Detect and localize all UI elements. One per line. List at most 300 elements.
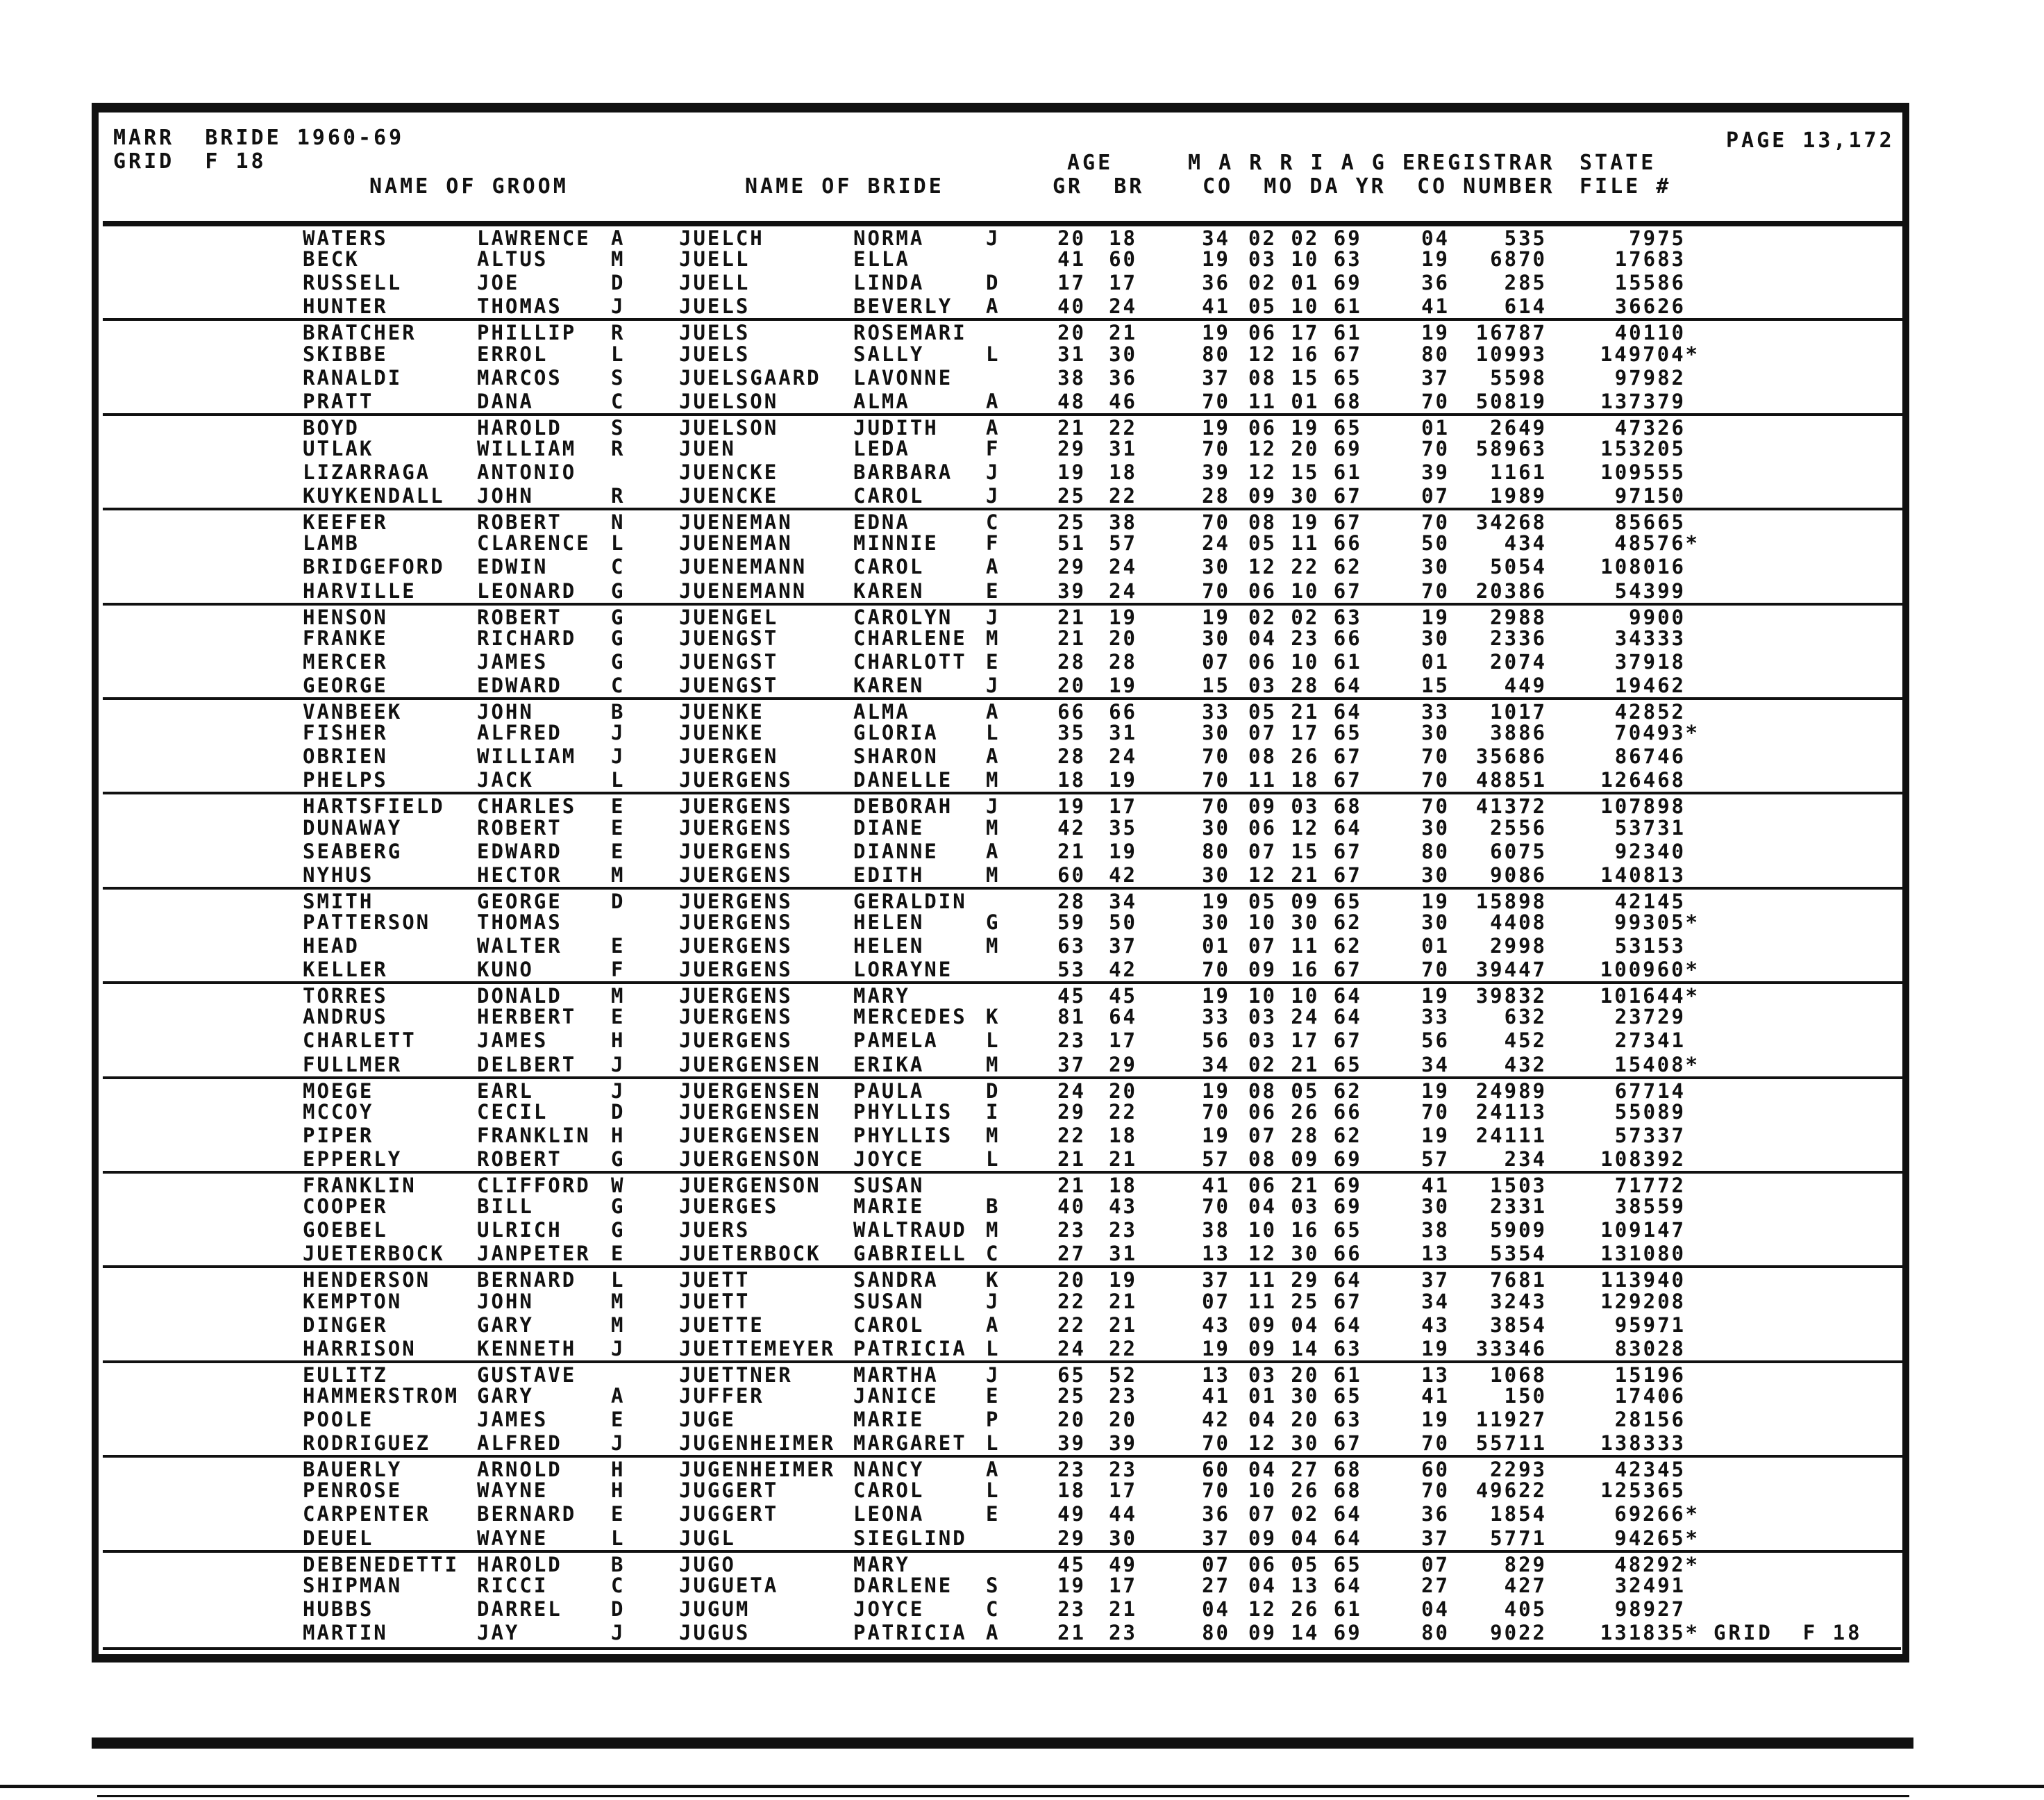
state-file: 23729 [1614, 1005, 1686, 1029]
groom-initial: L [611, 768, 626, 792]
age-bride: 22 [1109, 1336, 1137, 1360]
age-bride: 52 [1109, 1362, 1137, 1387]
marriage-date: 12 16 67 [1248, 342, 1362, 366]
marriage-date: 03 28 64 [1248, 673, 1362, 697]
age-groom: 19 [1057, 1573, 1086, 1597]
marriage-county: 15 [1202, 673, 1230, 697]
age-groom: 28 [1057, 649, 1086, 674]
marriage-date: 09 04 64 [1248, 1526, 1362, 1550]
marriage-county: 57 [1202, 1147, 1230, 1171]
marriage-date: 06 10 67 [1248, 578, 1362, 603]
groom-first: KUNO [477, 958, 534, 982]
bride-initial: L [986, 1431, 1000, 1456]
groom-surname: RUSSELL [303, 271, 403, 295]
age-groom: 22 [1057, 1123, 1086, 1147]
marriage-date: 09 30 67 [1248, 484, 1362, 508]
groom-first: FRANKLIN [477, 1123, 591, 1147]
bride-initial: A [986, 744, 1000, 769]
groom-first: ARNOLD [477, 1458, 562, 1482]
groom-surname: HARRISON [303, 1336, 417, 1360]
state-file: 97150 [1614, 484, 1686, 508]
groom-surname: CHARLETT [303, 1028, 417, 1053]
age-groom: 20 [1057, 226, 1086, 250]
table-row [103, 744, 1904, 768]
marriage-county: 28 [1202, 484, 1230, 508]
page-bottom-rule-2 [97, 1795, 1909, 1797]
age-bride: 19 [1109, 1268, 1137, 1292]
groom-initial: J [611, 721, 626, 745]
marriage-county: 24 [1202, 531, 1230, 556]
marriage-county: 80 [1202, 839, 1230, 863]
column-header-bride: NAME OF BRIDE [745, 174, 944, 199]
state-file: 125365 [1600, 1478, 1686, 1503]
state-file: 70493* [1614, 721, 1700, 745]
registrar-number: 50819 [1475, 389, 1547, 413]
age-bride: 18 [1109, 1174, 1137, 1197]
groom-initial: E [611, 1502, 626, 1526]
marriage-county: 70 [1202, 958, 1230, 982]
registrar-county: 13 [1421, 1362, 1450, 1387]
groom-surname: MARTIN [303, 1620, 388, 1644]
registrar-number: 432 [1504, 1052, 1547, 1076]
groom-surname: BRATCHER [303, 321, 417, 345]
groom-initial: D [611, 271, 626, 295]
age-bride: 20 [1109, 1078, 1137, 1103]
registrar-county: 13 [1421, 1242, 1450, 1266]
groom-surname: BECK [303, 247, 360, 272]
bride-initial: J [986, 794, 1000, 819]
registrar-county: 70 [1421, 1099, 1450, 1124]
bride-initial: J [986, 1362, 1000, 1387]
registrar-county: 39 [1421, 460, 1450, 484]
bride-first: DIANNE [853, 839, 939, 863]
state-file: 38559 [1614, 1194, 1686, 1219]
table-row [103, 1384, 1904, 1408]
bride-first: MARY [853, 1552, 910, 1576]
marriage-county: 30 [1202, 862, 1230, 887]
groom-first: WAYNE [477, 1526, 548, 1550]
registrar-county: 80 [1421, 342, 1450, 366]
marriage-date: 05 11 66 [1248, 531, 1362, 556]
state-file: 53153 [1614, 934, 1686, 958]
bride-initial: L [986, 1028, 1000, 1053]
age-groom: 25 [1057, 510, 1086, 535]
groom-initial: C [611, 389, 626, 413]
bride-first: ALMA [853, 700, 910, 724]
groom-surname: EPPERLY [303, 1147, 403, 1171]
age-bride: 43 [1109, 1194, 1137, 1219]
groom-initial: S [611, 415, 626, 440]
marriage-date: 06 26 66 [1248, 1099, 1362, 1124]
age-groom: 29 [1057, 1526, 1086, 1550]
bride-initial: L [986, 1478, 1000, 1503]
age-groom: 20 [1057, 1408, 1086, 1431]
age-groom: 48 [1057, 389, 1086, 413]
marriage-date: 10 30 62 [1248, 910, 1362, 934]
bride-initial: I [986, 1099, 1000, 1124]
age-bride: 23 [1109, 1218, 1137, 1242]
bride-first: CAROL [853, 484, 925, 508]
state-file: 109555 [1600, 460, 1686, 484]
marriage-date: 01 30 65 [1248, 1383, 1362, 1408]
age-bride: 19 [1109, 673, 1137, 697]
groom-initial: E [611, 934, 626, 958]
groom-first: HAROLD [477, 415, 562, 440]
bride-first: DARLENE [853, 1573, 953, 1597]
bride-first: MARTHA [853, 1362, 939, 1387]
age-groom: 31 [1057, 342, 1086, 366]
table-row [103, 390, 1904, 413]
age-groom: 45 [1057, 1552, 1086, 1576]
registrar-county: 80 [1421, 1620, 1450, 1644]
groom-surname: GEORGE [303, 673, 388, 697]
groom-first: ROBERT [477, 605, 562, 629]
groom-surname: PHELPS [303, 768, 388, 792]
table-row [103, 697, 1904, 724]
groom-surname: BRIDGEFORD [303, 555, 445, 579]
state-file: 99305* [1614, 910, 1700, 934]
groom-first: EDWARD [477, 673, 562, 697]
registrar-number: 632 [1504, 1005, 1547, 1029]
bride-first: PAMELA [853, 1028, 939, 1053]
registrar-county: 50 [1421, 531, 1450, 556]
marriage-county: 19 [1202, 247, 1230, 272]
state-file: 42145 [1614, 889, 1686, 913]
bride-initial: P [986, 1408, 1000, 1431]
marriage-county: 37 [1202, 1526, 1230, 1550]
registrar-county: 30 [1421, 862, 1450, 887]
groom-initial: D [611, 1099, 626, 1124]
groom-first: CLIFFORD [477, 1174, 591, 1197]
age-groom: 21 [1057, 1620, 1086, 1644]
table-row [103, 1218, 1904, 1242]
registrar-county: 43 [1421, 1312, 1450, 1337]
age-bride: 36 [1109, 365, 1137, 390]
bride-surname: JUEN [679, 436, 736, 460]
age-bride: 19 [1109, 605, 1137, 629]
bride-surname: JUGUETA [679, 1573, 779, 1597]
bride-first: BARBARA [853, 460, 953, 484]
age-bride: 50 [1109, 910, 1137, 934]
bride-first: PAULA [853, 1078, 925, 1103]
marriage-county: 30 [1202, 626, 1230, 650]
groom-first: BERNARD [477, 1268, 577, 1292]
registrar-county: 70 [1421, 436, 1450, 460]
age-groom: 35 [1057, 721, 1086, 745]
registrar-county: 41 [1421, 1174, 1450, 1197]
bride-initial: G [986, 910, 1000, 934]
registrar-county: 30 [1421, 1194, 1450, 1219]
groom-initial: R [611, 436, 626, 460]
groom-initial: G [611, 1218, 626, 1242]
state-file: 129208 [1600, 1289, 1686, 1313]
marriage-county: 19 [1202, 889, 1230, 913]
groom-first: RICHARD [477, 626, 577, 650]
marriage-county: 13 [1202, 1242, 1230, 1266]
bride-first: GERALDIN [853, 889, 967, 913]
age-groom: 21 [1057, 605, 1086, 629]
registrar-county: 60 [1421, 1458, 1450, 1482]
registrar-number: 1854 [1490, 1502, 1547, 1526]
marriage-county: 56 [1202, 1028, 1230, 1053]
bride-surname: JUETERBOCK [679, 1242, 821, 1266]
registrar-county: 01 [1421, 415, 1450, 440]
table-row [103, 1053, 1904, 1076]
age-groom: 38 [1057, 365, 1086, 390]
bride-initial: A [986, 839, 1000, 863]
registrar-county: 34 [1421, 1289, 1450, 1313]
registrar-number: 1989 [1490, 484, 1547, 508]
registrar-number: 2988 [1490, 605, 1547, 629]
groom-first: JOE [477, 271, 520, 295]
bride-first: CAROL [853, 1312, 925, 1337]
age-bride: 23 [1109, 1620, 1137, 1644]
groom-first: THOMAS [477, 910, 562, 934]
age-bride: 42 [1109, 958, 1137, 982]
groom-surname: FULLMER [303, 1052, 403, 1076]
age-groom: 25 [1057, 484, 1086, 508]
age-bride: 22 [1109, 1099, 1137, 1124]
registrar-number: 5354 [1490, 1242, 1547, 1266]
groom-first: JANPETER [477, 1242, 591, 1266]
bride-surname: JUGL [679, 1526, 736, 1550]
marriage-date: 08 09 69 [1248, 1147, 1362, 1171]
marriage-county: 42 [1202, 1408, 1230, 1431]
age-groom: 40 [1057, 294, 1086, 319]
registrar-number: 49622 [1475, 1478, 1547, 1503]
state-file: 101644* [1600, 984, 1700, 1008]
column-header-registrar-sub: CO NUMBER [1417, 174, 1555, 199]
state-file: 108392 [1600, 1147, 1686, 1171]
age-groom: 65 [1057, 1362, 1086, 1387]
registrar-county: 30 [1421, 555, 1450, 579]
groom-initial: J [611, 1078, 626, 1103]
table-row [103, 460, 1904, 484]
bride-surname: JUERGENS [679, 794, 793, 819]
groom-surname: PIPER [303, 1123, 374, 1147]
groom-initial: G [611, 605, 626, 629]
column-header-age: AGE [1067, 151, 1114, 175]
marriage-date: 12 30 66 [1248, 1242, 1362, 1266]
groom-initial: D [611, 1597, 626, 1621]
marriage-date: 07 15 67 [1248, 839, 1362, 863]
age-groom: 20 [1057, 673, 1086, 697]
table-row [103, 958, 1904, 981]
marriage-county: 19 [1202, 1123, 1230, 1147]
table-row [103, 1360, 1904, 1387]
age-groom: 66 [1057, 700, 1086, 724]
column-header-registrar: REGISTRAR [1417, 151, 1555, 175]
registrar-number: 2556 [1490, 815, 1547, 840]
table-row [103, 863, 1904, 887]
marriage-county: 13 [1202, 1362, 1230, 1387]
marriage-date: 12 26 61 [1248, 1597, 1362, 1621]
table-row [103, 816, 1904, 840]
table-row [103, 224, 1904, 250]
bride-surname: JUELS [679, 342, 751, 366]
groom-initial: H [611, 1123, 626, 1147]
registrar-number: 2336 [1490, 626, 1547, 650]
marriage-county: 38 [1202, 1218, 1230, 1242]
groom-first: EDWARD [477, 839, 562, 863]
age-bride: 30 [1109, 1526, 1137, 1550]
table-row [103, 1408, 1904, 1431]
state-file: 40110 [1614, 321, 1686, 345]
bride-first: WALTRAUD [853, 1218, 967, 1242]
age-bride: 18 [1109, 460, 1137, 484]
marriage-county: 34 [1202, 226, 1230, 250]
age-groom: 19 [1057, 460, 1086, 484]
groom-first: DANA [477, 389, 534, 413]
bride-surname: JUETT [679, 1289, 751, 1313]
groom-initial: E [611, 839, 626, 863]
registrar-number: 5598 [1490, 365, 1547, 390]
marriage-county: 70 [1202, 510, 1230, 535]
age-groom: 18 [1057, 1478, 1086, 1503]
bride-surname: JUGE [679, 1408, 736, 1431]
table-row [103, 721, 1904, 744]
groom-first: ALTUS [477, 247, 548, 272]
age-bride: 17 [1109, 271, 1137, 295]
registrar-county: 80 [1421, 839, 1450, 863]
marriage-county: 30 [1202, 555, 1230, 579]
registrar-number: 3886 [1490, 721, 1547, 745]
marriage-date: 06 21 69 [1248, 1174, 1362, 1197]
table-row [103, 1455, 1904, 1482]
table-row [103, 1100, 1904, 1124]
registrar-county: 36 [1421, 1502, 1450, 1526]
page-bottom-rule [0, 1785, 2044, 1788]
age-groom: 23 [1057, 1597, 1086, 1621]
bride-initial: D [986, 1078, 1000, 1103]
bride-first: JOYCE [853, 1147, 925, 1171]
age-groom: 25 [1057, 1383, 1086, 1408]
state-file: 54399 [1614, 578, 1686, 603]
registrar-number: 39832 [1475, 984, 1547, 1008]
age-groom: 53 [1057, 958, 1086, 982]
age-bride: 21 [1109, 1312, 1137, 1337]
bride-initial: M [986, 626, 1000, 650]
marriage-date: 02 02 69 [1248, 226, 1362, 250]
groom-first: LEONARD [477, 578, 577, 603]
table-row [103, 342, 1904, 366]
bride-first: JANICE [853, 1383, 939, 1408]
age-groom: 27 [1057, 1242, 1086, 1266]
groom-initial: C [611, 673, 626, 697]
bride-first: CHARLENE [853, 626, 967, 650]
state-file: 98927 [1614, 1597, 1686, 1621]
marriage-county: 07 [1202, 649, 1230, 674]
groom-surname: DEUEL [303, 1526, 374, 1550]
marriage-date: 03 24 64 [1248, 1005, 1362, 1029]
groom-surname: ANDRUS [303, 1005, 388, 1029]
registrar-number: 16787 [1475, 321, 1547, 345]
bride-surname: JUENGST [679, 626, 779, 650]
bride-first: CAROL [853, 555, 925, 579]
table-row [103, 437, 1904, 460]
age-groom: 21 [1057, 839, 1086, 863]
state-file: 32491 [1614, 1573, 1686, 1597]
table-row [103, 1005, 1904, 1028]
registrar-county: 19 [1421, 1408, 1450, 1431]
registrar-number: 4408 [1490, 910, 1547, 934]
age-groom: 24 [1057, 1336, 1086, 1360]
groom-initial: G [611, 626, 626, 650]
age-bride: 20 [1109, 1408, 1137, 1431]
bride-surname: JUETTNER [679, 1362, 793, 1387]
marriage-date: 12 15 61 [1248, 460, 1362, 484]
groom-initial: G [611, 1147, 626, 1171]
bride-first: EDNA [853, 510, 910, 535]
groom-first: ULRICH [477, 1218, 562, 1242]
registrar-number: 9022 [1490, 1620, 1547, 1644]
bride-first: HELEN [853, 934, 925, 958]
marriage-county: 04 [1202, 1597, 1230, 1621]
registrar-number: 2331 [1490, 1194, 1547, 1219]
state-file: 36626 [1614, 294, 1686, 319]
bride-initial: F [986, 531, 1000, 556]
marriage-county: 19 [1202, 605, 1230, 629]
groom-first: WILLIAM [477, 436, 577, 460]
groom-surname: VANBEEK [303, 700, 403, 724]
state-file: 17683 [1614, 247, 1686, 272]
age-bride: 23 [1109, 1458, 1137, 1482]
groom-first: JAMES [477, 649, 548, 674]
registrar-number: 427 [1504, 1573, 1547, 1597]
marriage-county: 70 [1202, 768, 1230, 792]
age-groom: 45 [1057, 984, 1086, 1008]
state-file: 27341 [1614, 1028, 1686, 1053]
state-file: 37918 [1614, 649, 1686, 674]
age-groom: 23 [1057, 1458, 1086, 1482]
groom-initial: M [611, 247, 626, 272]
groom-first: EARL [477, 1078, 534, 1103]
table-row [103, 887, 1904, 913]
bride-first: HELEN [853, 910, 925, 934]
registrar-county: 70 [1421, 510, 1450, 535]
age-bride: 20 [1109, 626, 1137, 650]
frame-inner-rule [103, 1647, 1901, 1650]
registrar-number: 3243 [1490, 1289, 1547, 1313]
bride-surname: JUGGERT [679, 1478, 779, 1503]
marriage-date: 11 18 67 [1248, 768, 1362, 792]
table-row [103, 1431, 1904, 1455]
bride-surname: JUERGENS [679, 889, 793, 913]
groom-initial: J [611, 1052, 626, 1076]
bride-surname: JUERGENS [679, 910, 793, 934]
state-file: 86746 [1614, 744, 1686, 769]
age-bride: 31 [1109, 436, 1137, 460]
bride-surname: JUERGENS [679, 934, 793, 958]
registrar-number: 20386 [1475, 578, 1547, 603]
registrar-number: 829 [1504, 1552, 1547, 1576]
marriage-date: 11 29 64 [1248, 1268, 1362, 1292]
bride-initial: A [986, 389, 1000, 413]
groom-first: JAMES [477, 1408, 548, 1431]
state-file: 34333 [1614, 626, 1686, 650]
state-file: 48576* [1614, 531, 1700, 556]
groom-surname: KELLER [303, 958, 388, 982]
marriage-county: 27 [1202, 1573, 1230, 1597]
marriage-county: 70 [1202, 1194, 1230, 1219]
bride-surname: JUERGENSEN [679, 1099, 821, 1124]
registrar-number: 24111 [1475, 1123, 1547, 1147]
column-header-age-sub: GR BR [1053, 174, 1145, 199]
bride-initial: A [986, 555, 1000, 579]
bride-surname: JUERGENS [679, 958, 793, 982]
bride-first: KAREN [853, 578, 925, 603]
groom-initial: R [611, 484, 626, 508]
